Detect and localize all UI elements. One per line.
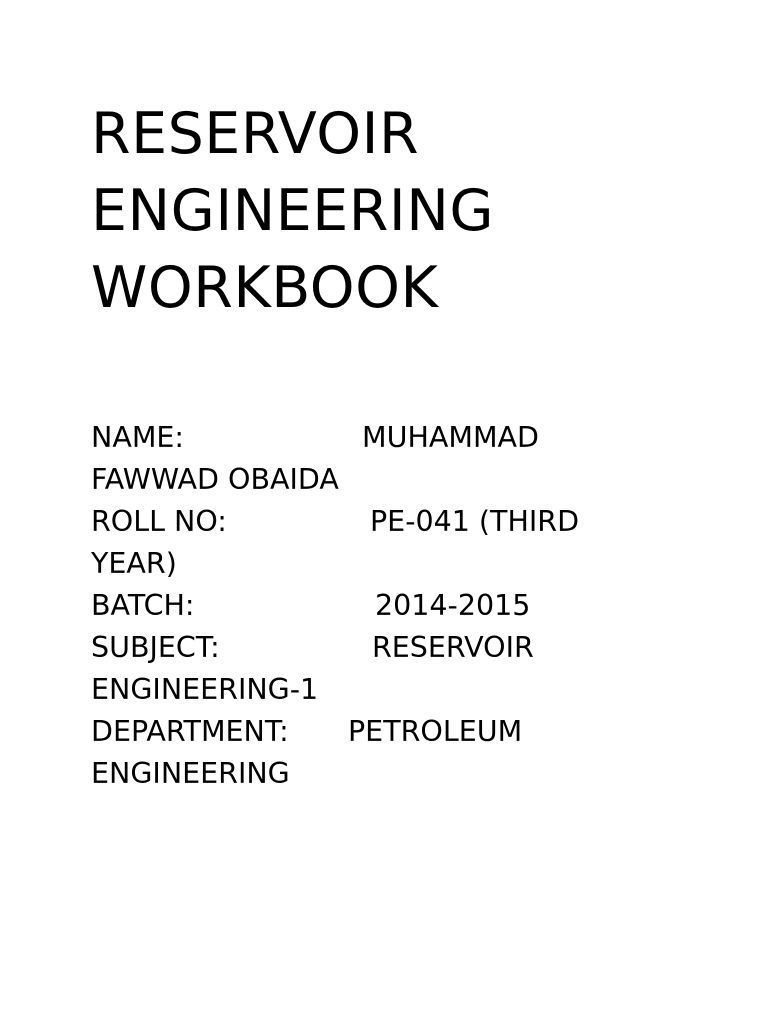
title-line-3: WORKBOOK bbox=[91, 255, 439, 321]
subject-value-line-2: ENGINEERING-1 bbox=[91, 673, 319, 706]
detail-row-subject bbox=[91, 627, 651, 711]
department-value-line-2: ENGINEERING bbox=[91, 757, 290, 790]
name-value-line-1: MUHAMMAD bbox=[362, 421, 539, 454]
roll-no-value-line-2: YEAR) bbox=[91, 547, 177, 580]
name-label: NAME: bbox=[91, 421, 185, 454]
student-details bbox=[91, 417, 651, 795]
name-value-line-2: FAWWAD OBAIDA bbox=[91, 463, 339, 496]
subject-label: SUBJECT: bbox=[91, 631, 220, 664]
detail-row-roll-no bbox=[91, 501, 651, 585]
roll-no-label: ROLL NO: bbox=[91, 505, 227, 538]
department-label: DEPARTMENT: bbox=[91, 715, 289, 748]
detail-row-batch bbox=[91, 585, 651, 627]
subject-value-line-1: RESERVOIR bbox=[372, 631, 534, 664]
department-value-line-1: PETROLEUM bbox=[348, 715, 523, 748]
title-line-1: RESERVOIR bbox=[91, 101, 420, 167]
title-line-2: ENGINEERING bbox=[91, 178, 495, 244]
document-title bbox=[91, 96, 494, 327]
batch-label: BATCH: bbox=[91, 589, 195, 622]
roll-no-value-line-1: PE-041 (THIRD bbox=[370, 505, 580, 538]
batch-value: 2014-2015 bbox=[375, 589, 531, 622]
detail-row-name bbox=[91, 417, 651, 501]
detail-row-department bbox=[91, 711, 651, 795]
